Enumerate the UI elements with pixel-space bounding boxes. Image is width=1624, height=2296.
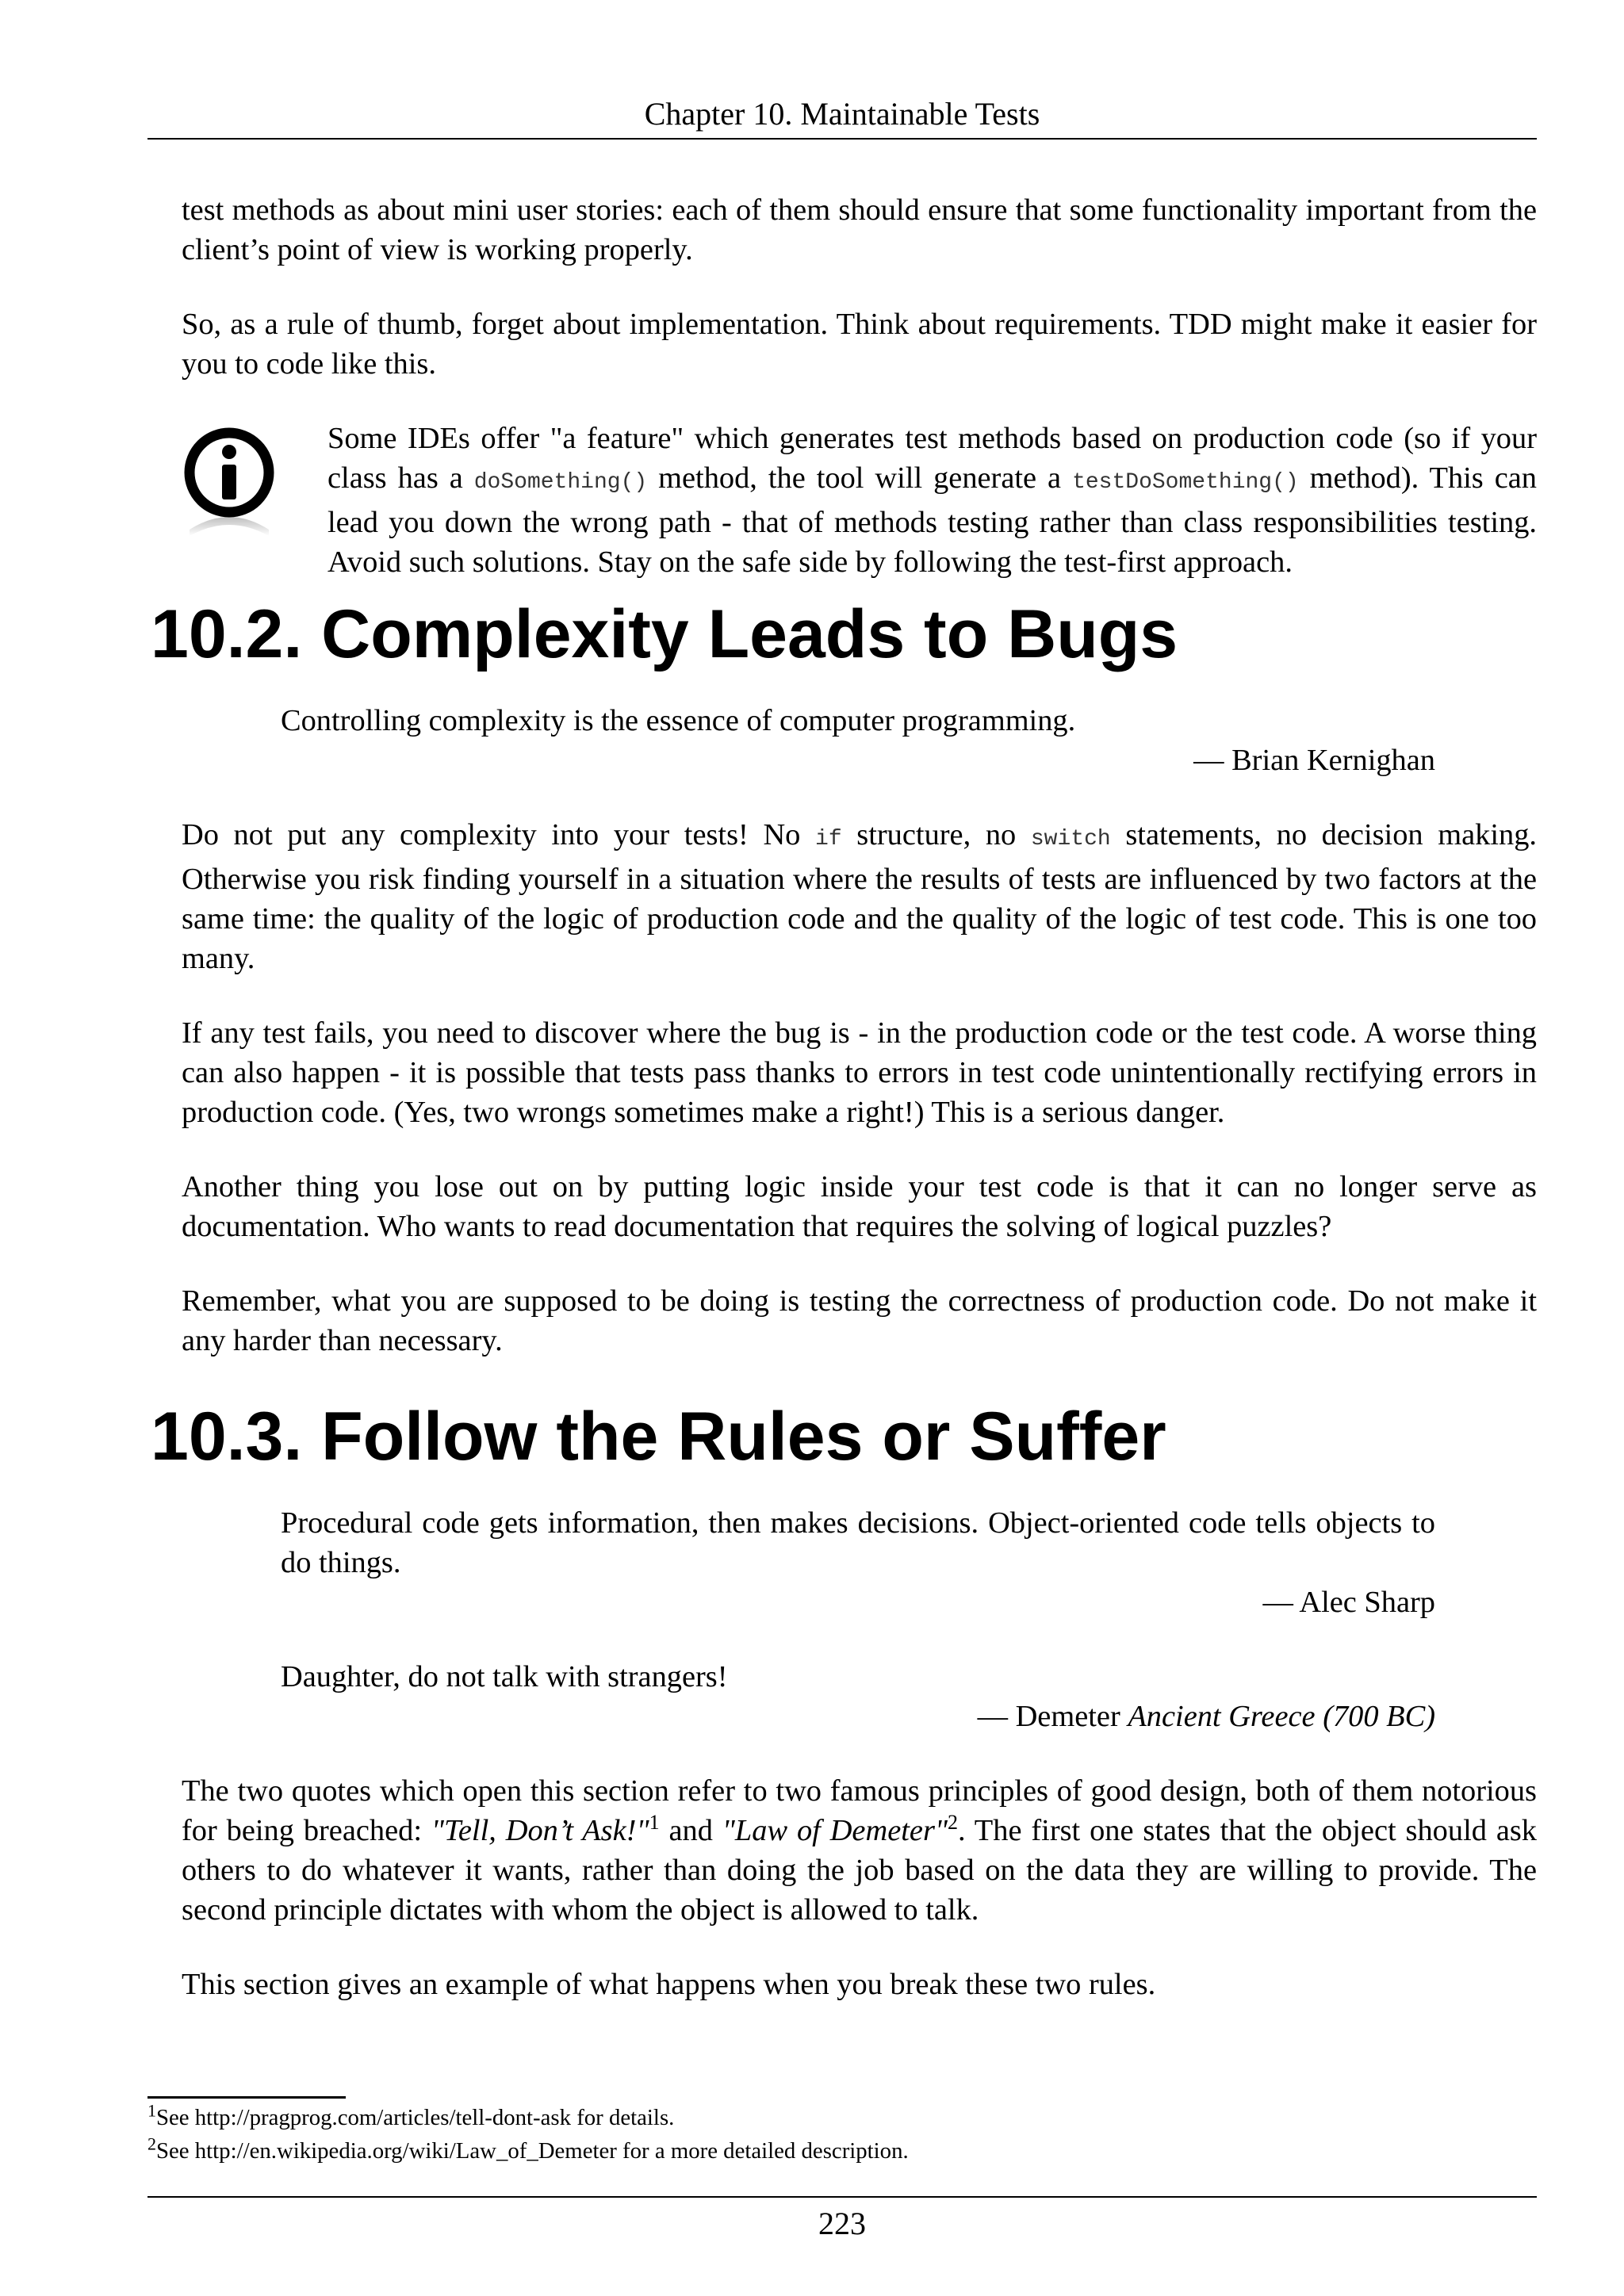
epigraph-attribution: — Brian Kernighan — [1193, 744, 1435, 777]
info-note — [182, 419, 1537, 582]
footnote-1: $^1$See http://pragprog.com/articles/tell-dont-ask for details. — [147, 2100, 675, 2130]
epigraph-sharp — [281, 1503, 1435, 1622]
section-10-2-paragraph-1: Do not put any complexity into your tests! No if structure, no switch statements, no decision making. Otherwise you risk finding yourself in a situation where the results of tests are influenced by two factors at the same time: the quality of the logic of production code and the quality of the logic of test code. This is one too many. — [182, 818, 1538, 975]
inline-code: testDoSomething() — [1072, 470, 1299, 495]
epigraph-demeter — [281, 1657, 1435, 1736]
page-content — [151, 190, 1538, 2039]
footnote-ref-2[interactable]: 2 — [948, 1811, 959, 1835]
section-heading-10-2: 10.2. Complexity Leads to Bugs — [151, 596, 1178, 672]
intro-paragraph-1: test methods as about mini user stories: each of them should ensure that some functionality important from the client’s point of view is working properly. — [182, 193, 1537, 266]
epigraph-attribution: — Demeter Ancient Greece (700 BC) — [977, 1700, 1435, 1733]
section-10-3-paragraph-2: This section gives an example of what happens when you break these two rules. — [182, 1968, 1156, 2001]
epigraph-kernighan — [281, 701, 1435, 780]
info-icon — [182, 419, 327, 578]
footer-divider — [147, 2196, 1537, 2198]
section-10-3-paragraph-1: The two quotes which open this section refer to two famous principles of good design, both of them notorious for being breached: "Tell, Don’t Ask!"$^1$ and "Law of Demeter"$^2$. The first one states that the object should ask others to do whatever it wants, rather than doing the job based on the data they are willing to provide. The second principle dictates with whom the object is allowed to talk. — [182, 1774, 1537, 1927]
epigraph-quote: Procedural code gets information, then makes decisions. Object-oriented code tells objects to do things. — [281, 1506, 1435, 1579]
footnote-ref-1[interactable]: 1 — [649, 1811, 660, 1835]
footnote-2: $^2$See http://en.wikipedia.org/wiki/Law_of_Demeter for a more detailed description. — [147, 2133, 909, 2164]
page-number: 223 — [818, 2206, 866, 2241]
section-10-2-paragraph-3: Another thing you lose out on by putting logic inside your test code is that it can no longer serve as documentation. Who wants to read documentation that requires the solving of logical puzzles? — [182, 1170, 1537, 1243]
info-note-text: Some IDEs offer "a feature" which generates test methods based on production code (so if your class has a doSomething() method, the tool will generate a testDoSomething() method). This can lead you down the wrong path - that of methods testing rather than class responsibilities testing. Avoid such solutions. Stay on the safe side by following the test-first approach. — [327, 422, 1537, 579]
inline-code: if — [815, 827, 842, 851]
epigraph-quote: Controlling complexity is the essence of computer programming. — [281, 704, 1076, 737]
epigraph-attribution: — Alec Sharp — [1262, 1586, 1435, 1619]
intro-paragraph-2: So, as a rule of thumb, forget about implementation. Think about requirements. TDD might make it easier for you to code like this. — [182, 308, 1537, 381]
section-heading-10-3: 10.3. Follow the Rules or Suffer — [151, 1399, 1166, 1475]
inline-code: doSomething() — [473, 470, 648, 495]
inline-code: switch — [1030, 827, 1111, 851]
footnote-divider — [147, 2096, 346, 2099]
chapter-title: Chapter 10. Maintainable Tests — [644, 96, 1040, 132]
page-header — [147, 90, 1537, 140]
section-10-2-paragraph-2: If any test fails, you need to discover where the bug is - in the production code or the test code. A worse thing can also happen - it is possible that tests pass thanks to errors in test code unintentionally rectifying errors in production code. (Yes, two wrongs sometimes make a right!) This is a serious danger. — [182, 1016, 1537, 1129]
footnotes — [147, 2101, 1537, 2168]
section-10-2-paragraph-4: Remember, what you are supposed to be doing is testing the correctness of production code. Do not make it any harder than necessary. — [182, 1284, 1537, 1357]
epigraph-quote: Daughter, do not talk with strangers! — [281, 1660, 728, 1693]
